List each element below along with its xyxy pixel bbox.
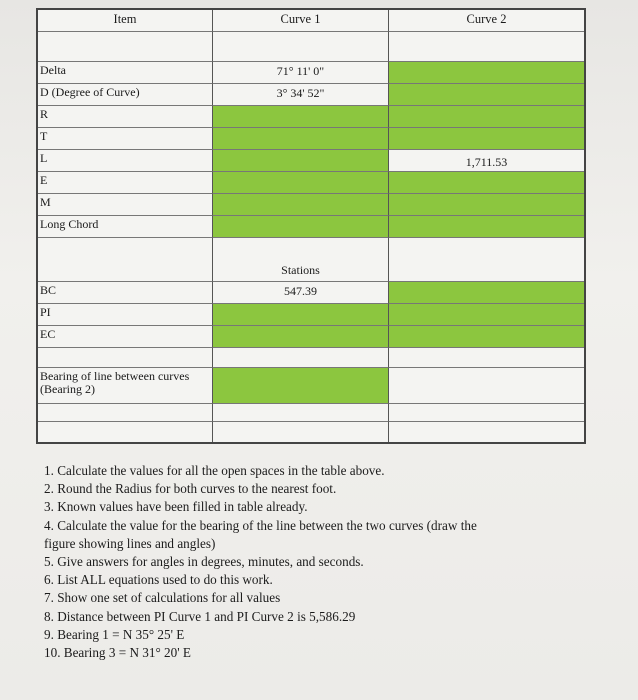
table-row-delta [38, 62, 584, 84]
curve2-value: 1,711.53 [389, 150, 584, 172]
table-row-stations-header [38, 238, 584, 282]
curve2-value [389, 216, 584, 238]
instruction-item: figure showing lines and angles) [44, 535, 216, 551]
table-row-m [38, 194, 584, 216]
curve1-value [213, 150, 389, 172]
table-row-e [38, 172, 584, 194]
table-header-row [38, 10, 584, 32]
curve2-value [389, 282, 584, 304]
table-row-ec [38, 326, 584, 348]
table-spacer-row [38, 32, 584, 62]
spacer-cell [389, 348, 584, 368]
spacer-cell [38, 422, 213, 442]
curve2-value [389, 84, 584, 106]
row-label: L [38, 150, 213, 172]
spacer-cell [213, 348, 389, 368]
curve2-value [389, 172, 584, 194]
spacer-cell [389, 422, 584, 442]
table-row-bc [38, 282, 584, 304]
curve-table [36, 8, 586, 444]
curve1-value: 3° 34' 52" [213, 84, 389, 106]
curve1-value [213, 106, 389, 128]
stations-blank-cell [389, 238, 584, 282]
header-curve-2: Curve 2 [389, 10, 584, 32]
table-spacer-row [38, 348, 584, 368]
row-label: D (Degree of Curve) [38, 84, 213, 106]
table-row-l [38, 150, 584, 172]
instruction-item: 3. Known values have been filled in table already. [44, 499, 308, 515]
curve2-value [389, 194, 584, 216]
row-label: M [38, 194, 213, 216]
instruction-item: 6. List ALL equations used to do this work. [44, 572, 273, 588]
row-label: EC [38, 326, 213, 348]
instruction-item: 5. Give answers for angles in degrees, minutes, and seconds. [44, 554, 364, 570]
spacer-cell [213, 32, 389, 62]
instruction-item: 1. Calculate the values for all the open spaces in the table above. [44, 463, 385, 478]
row-label: BC [38, 282, 213, 304]
bearing-value-cell [213, 368, 389, 404]
table-row-degree-of-curve [38, 84, 584, 106]
table-row-long-chord [38, 216, 584, 238]
instruction-item: 4. Calculate the value for the bearing of the line between the two curves (draw the [44, 517, 477, 533]
row-label: Delta [38, 62, 213, 84]
instruction-item: 8. Distance between PI Curve 1 and PI Curve 2 is 5,586.29 [44, 608, 356, 624]
curve1-value: 547.39 [213, 282, 389, 304]
bearing-label [38, 368, 213, 404]
table-spacer-row [38, 404, 584, 422]
curve1-value [213, 172, 389, 194]
instruction-item: 7. Show one set of calculations for all values [44, 590, 281, 606]
curve2-value [389, 304, 584, 326]
instruction-item: 2. Round the Radius for both curves to the nearest foot. [44, 481, 337, 497]
row-label: R [38, 106, 213, 128]
row-label: PI [38, 304, 213, 326]
table-row-r [38, 106, 584, 128]
stations-blank-cell [38, 238, 213, 282]
curve1-value [213, 128, 389, 150]
spacer-cell [38, 348, 213, 368]
bearing-label-line-2: (Bearing 2) [40, 382, 95, 397]
curve2-value [389, 62, 584, 84]
bearing-label-line-1: Bearing of line between curves [40, 369, 190, 383]
instruction-item: 9. Bearing 1 = N 35° 25' E [44, 626, 185, 642]
header-item: Item [38, 10, 213, 32]
instructions-list [44, 462, 584, 662]
spacer-cell [389, 32, 584, 62]
curve2-value [389, 128, 584, 150]
spacer-cell [213, 422, 389, 442]
curve2-value [389, 106, 584, 128]
header-curve-1: Curve 1 [213, 10, 389, 32]
row-label: T [38, 128, 213, 150]
stations-label: Stations [213, 238, 389, 282]
curve1-value [213, 216, 389, 238]
bearing-blank-cell [389, 368, 584, 404]
spacer-cell [389, 404, 584, 422]
table-row-bearing [38, 368, 584, 404]
spacer-cell [38, 404, 213, 422]
row-label: E [38, 172, 213, 194]
curve1-value [213, 326, 389, 348]
table-spacer-row [38, 422, 584, 442]
instruction-item: 10. Bearing 3 = N 31° 20' E [44, 645, 191, 661]
curve2-value [389, 326, 584, 348]
table-row-t [38, 128, 584, 150]
spacer-cell [38, 32, 213, 62]
table-row-pi [38, 304, 584, 326]
spacer-cell [213, 404, 389, 422]
row-label: Long Chord [38, 216, 213, 238]
curve1-value [213, 194, 389, 216]
curve1-value [213, 304, 389, 326]
curve1-value: 71° 11' 0" [213, 62, 389, 84]
